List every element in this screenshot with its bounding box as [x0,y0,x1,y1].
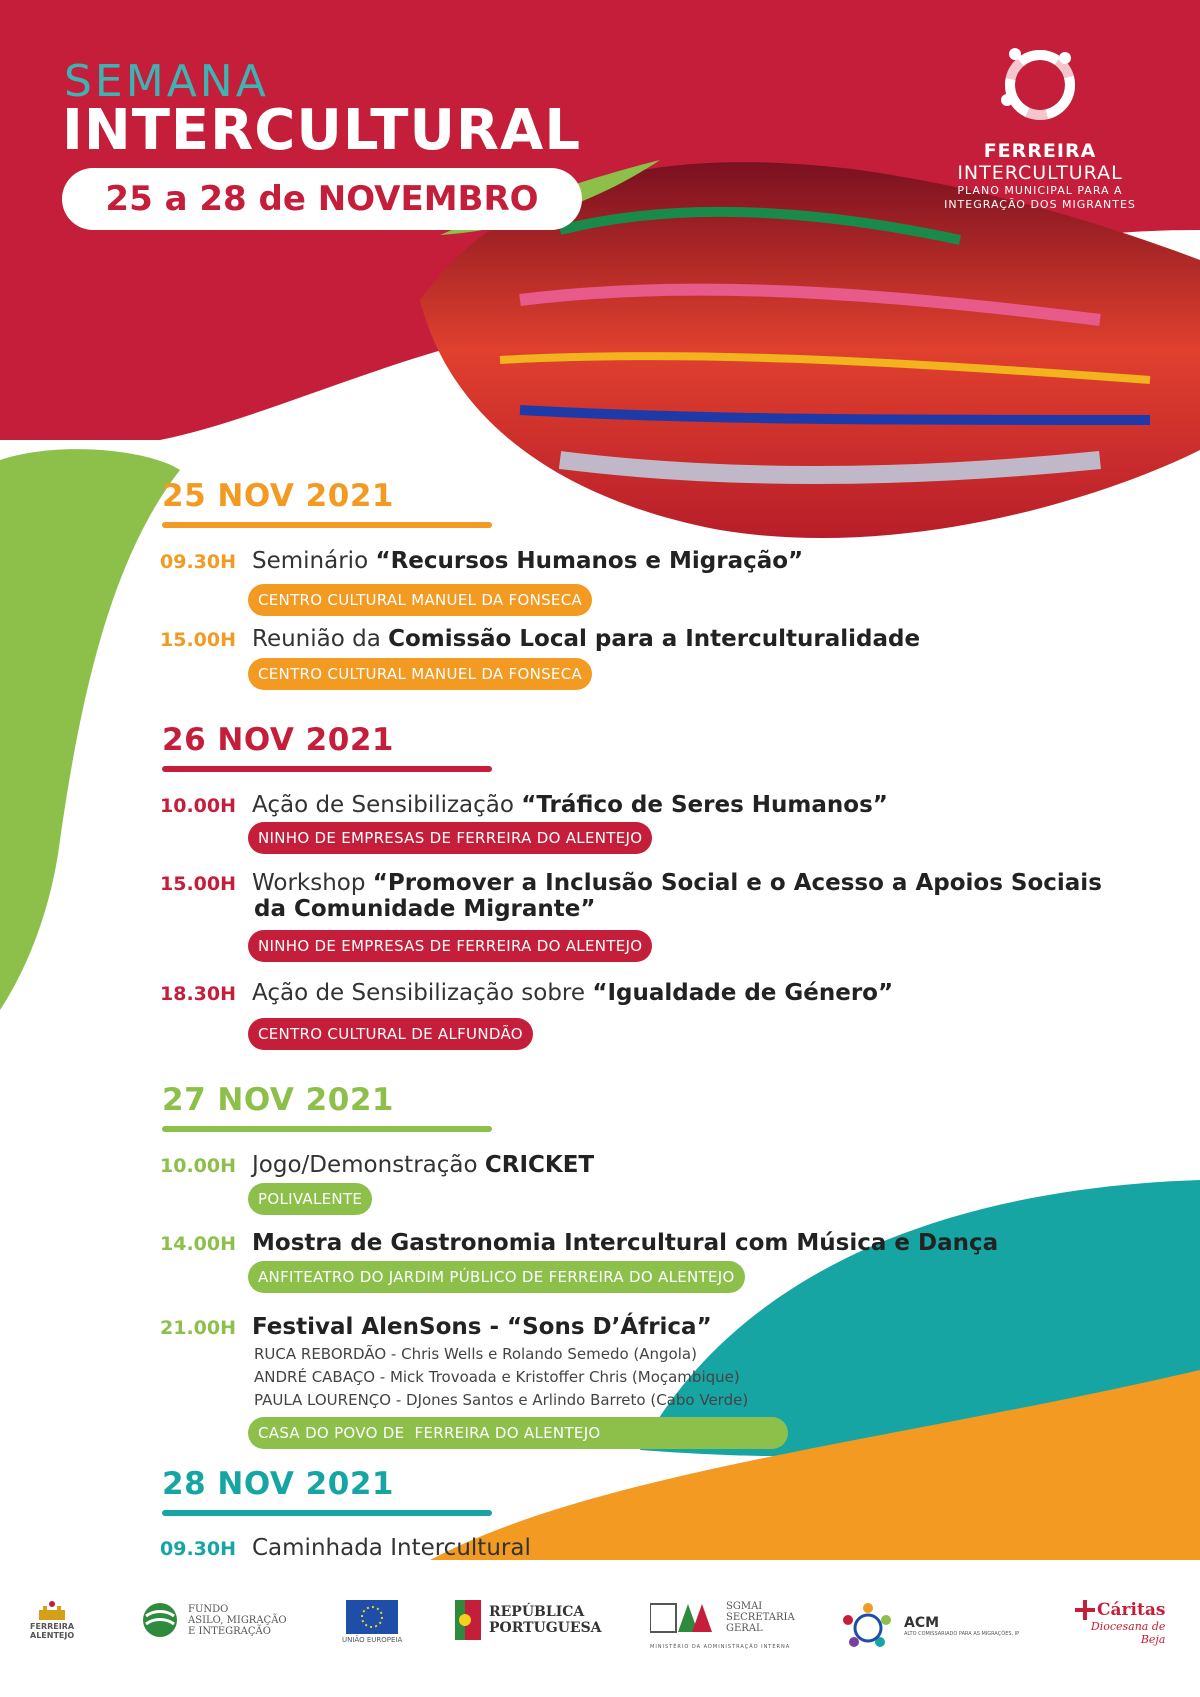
logo-description-1: PLANO MUNICIPAL PARA A [957,184,1123,197]
eu-flag-icon [346,1600,398,1634]
sgmai-emblem-icon [650,1600,720,1634]
caritas-subtext-2: Beja [1140,1633,1166,1646]
event-time: 10.00H [160,795,236,817]
fami-text-2: ASILO, MIGRAÇÃO [188,1614,287,1626]
event-28-0930 [160,1535,1120,1561]
acm-subtext: ALTO COMISSARIADO PARA AS MIGRAÇÕES, IP [904,1631,1020,1637]
event-title: “Igualdade de Género” [592,980,894,1006]
event-time: 15.00H [160,873,236,895]
day-heading-26: 26 NOV 2021 [162,722,394,758]
event-time: 15.00H [160,629,236,651]
acm-text: ACM [904,1615,940,1631]
sgmai-logo [650,1600,795,1634]
circle-people-icon [995,40,1085,130]
artist-line: PAULA LOURENÇO - DJones Santos e Arlindo Barreto (Cabo Verde) [254,1391,749,1409]
location-pill [248,658,592,690]
fami-logo [140,1600,287,1640]
title-semana: SEMANA [64,56,269,107]
event-26-1000 [160,792,1120,818]
event-prefix: Workshop [252,870,373,896]
location-pill [248,1417,788,1449]
acm-people-icon [840,1600,896,1652]
date-range-text: 25 a 28 de NOVEMBRO [105,179,539,219]
logo-name: FERREIRA [983,140,1097,162]
fami-globe-icon [140,1600,180,1640]
day-heading-27: 27 NOV 2021 [162,1082,394,1118]
title-intercultural: INTERCULTURAL [62,98,582,163]
eu-text: UNIÃO EUROPEIA [342,1636,403,1644]
event-time: 21.00H [160,1317,236,1339]
location-text: CENTRO CULTURAL MANUEL DA FONSECA [258,591,583,609]
day-underline-28 [162,1510,492,1516]
caritas-subtext-1: Diocesana de [1090,1620,1166,1633]
event-time: 09.30H [160,1538,236,1560]
event-26-1830 [160,980,1120,1006]
day-heading-28: 28 NOV 2021 [162,1466,394,1502]
acm-logo [840,1600,1019,1652]
artist-line: ANDRÉ CABAÇO - Mick Trovoada e Kristoffer Chris (Moçambique) [254,1368,740,1386]
event-title: Mostra de Gastronomia Intercultural com Música e Dança [252,1230,999,1256]
castle-icon [35,1600,69,1622]
portugal-flag-icon [455,1600,481,1640]
location-text: NINHO DE EMPRESAS DE FERREIRA DO ALENTEJO [258,937,643,955]
date-range-pill [62,168,582,230]
location-pill [248,584,592,616]
municipio-ferreira-logo [30,1600,74,1640]
sgmai-text-2: SECRETARIA [726,1611,795,1623]
location-pill [248,822,652,854]
event-prefix: Ação de Sensibilização sobre [252,980,593,1006]
day-underline-25 [162,522,492,528]
logo-subtitle: INTERCULTURAL [957,162,1123,184]
republica-text-1: REPÚBLICA [489,1604,585,1620]
location-pill [248,1261,745,1293]
event-27-1400 [160,1230,1120,1256]
location-text: NINHO DE EMPRESAS DE FERREIRA DO ALENTEJO [258,829,643,847]
fami-text-1: FUNDO [188,1603,229,1615]
municipio-text-bottom: ALENTEJO [30,1631,75,1640]
event-title: “Recursos Humanos e Migração” [375,548,804,574]
event-prefix: Ação de Sensibilização [252,792,522,818]
event-time: 18.30H [160,983,236,1005]
event-time: 10.00H [160,1155,236,1177]
location-text: CENTRO CULTURAL DE ALFUNDÃO [258,1025,523,1043]
event-25-1500 [160,626,1120,652]
location-text: ANFITEATRO DO JARDIM PÚBLICO DE FERREIRA DO ALENTEJO [258,1268,735,1286]
sgmai-text-3: GERAL [726,1622,763,1634]
day-underline-26 [162,766,492,772]
location-text: CASA DO POVO DE FERREIRA DO ALENTEJO [258,1424,601,1442]
event-title-cont: da Comunidade Migrante” [254,896,596,922]
event-title: “Promover a Inclusão Social e o Acesso a Apoios Sociais [372,870,1102,896]
event-title: “Tráfico de Seres Humanos” [521,792,888,818]
event-prefix: Jogo/Demonstração [252,1152,485,1178]
event-title: Festival AlenSons - “Sons D’África” [252,1314,712,1340]
municipio-text-top: FERREIRA [30,1622,75,1631]
green-left-shape [0,449,180,1010]
eu-logo [342,1600,402,1644]
sgmai-ministry-text: MINISTÉRIO DA ADMINISTRAÇÃO INTERNA [650,1644,791,1650]
ferreira-intercultural-logo [930,40,1150,212]
event-prefix: Reunião da [252,626,389,652]
location-pill [248,1018,533,1050]
republica-text-2: PORTUGUESA [489,1620,602,1636]
location-pill [248,930,652,962]
caritas-cross-icon [1075,1600,1095,1620]
sgmai-text-1: SGMAI [726,1600,763,1612]
event-26-1500 [160,870,1120,922]
event-title: CRICKET [484,1152,595,1178]
logo-description-2: INTEGRAÇÃO DOS MIGRANTES [944,198,1136,211]
event-time: 09.30H [160,551,236,573]
location-pill [248,1183,372,1215]
location-text: POLIVALENTE [258,1190,363,1208]
event-prefix: Caminhada Intercultural [252,1535,531,1561]
event-prefix: Seminário [252,548,376,574]
event-title: Comissão Local para a Interculturalidade [388,626,921,652]
event-27-2100 [160,1314,1120,1340]
event-25-0930 [160,548,1120,574]
day-heading-25: 25 NOV 2021 [162,478,394,514]
day-underline-27 [162,1126,492,1132]
location-text: CENTRO CULTURAL MANUEL DA FONSECA [258,665,583,683]
caritas-logo [1075,1600,1165,1646]
artist-line: RUCA REBORDÃO - Chris Wells e Rolando Semedo (Angola) [254,1345,697,1363]
event-27-1000 [160,1152,1120,1178]
republica-portuguesa-logo [455,1600,602,1640]
caritas-text: Cáritas [1097,1600,1166,1620]
event-time: 14.00H [160,1233,236,1255]
fami-text-3: E INTEGRAÇÃO [188,1625,271,1637]
artist-list [254,1343,748,1412]
